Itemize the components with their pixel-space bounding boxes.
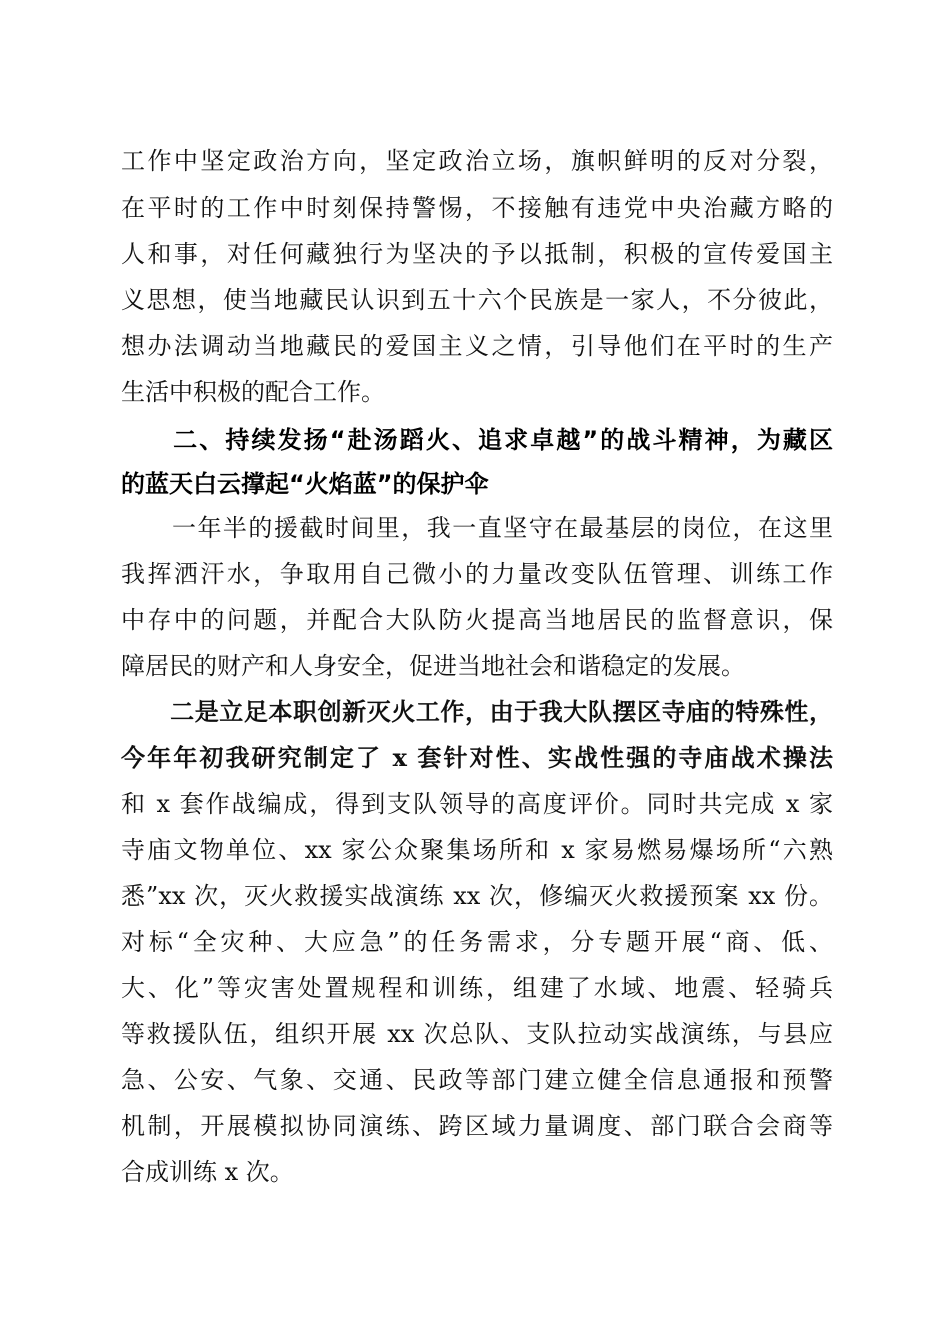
paragraph3-line: 机制，开展模拟协同演练、跨区域力量调度、部门联合会商等 (121, 1112, 833, 1140)
paragraph3-line: 对标“全灾种、大应急”的任务需求，分专题开展“商、低、 (121, 928, 833, 956)
paragraph3-line: 寺庙文物单位、xx 家公众聚集场所和 x 家易燃易爆场所“六熟 (121, 836, 833, 864)
paragraph3-bold-line: 今年年初我研究制定了 x 套针对性、实战性强的寺庙战术操法 (121, 743, 833, 772)
paragraph3-line: 等救援队伍，组织开展 xx 次总队、支队拉动实战演练，与县应 (121, 1020, 833, 1048)
paragraph1-line: 想办法调动当地藏民的爱国主义之情，引导他们在平时的生产 (121, 332, 833, 360)
paragraph3-line: 合成训练 x 次。 (121, 1158, 294, 1186)
paragraph1-line: 工作中坚定政治方向，坚定政治立场，旗帜鲜明的反对分裂， (121, 147, 833, 175)
paragraph3-line: 和 x 套作战编成，得到支队领导的高度评价。同时共完成 x 家 (121, 790, 833, 818)
paragraph2-line: 中存中的问题，并配合大队防火提高当地居民的监督意识，保 (121, 606, 833, 634)
paragraph1-line: 义思想，使当地藏民认识到五十六个民族是一家人，不分彼此， (121, 286, 833, 314)
section-heading-line: 二、持续发扬“赴汤蹈火、追求卓越”的战斗精神，为藏区 (121, 426, 833, 454)
paragraph3-line: 悉”xx 次，灭火救援实战演练 xx 次，修编灭火救援预案 xx 份。 (121, 882, 833, 910)
paragraph2-line: 我挥洒汗水，争取用自己微小的力量改变队伍管理、训练工作 (121, 560, 833, 588)
paragraph1-line: 生活中积极的配合工作。 (121, 378, 385, 406)
paragraph2-line: 一年半的援截时间里，我一直坚守在最基层的岗位，在这里 (121, 514, 833, 542)
section-heading-line: 的蓝天白云撑起“火焰蓝”的保护伞 (121, 470, 489, 498)
paragraph3-line: 大、化”等灾害处置规程和训练，组建了水域、地震、轻骑兵 (121, 974, 833, 1002)
paragraph3-bold-line: 二是立足本职创新灭火工作，由于我大队摆区寺庙的特殊性， (121, 697, 833, 726)
paragraph3-line: 急、公安、气象、交通、民政等部门建立健全信息通报和预警 (121, 1066, 833, 1094)
paragraph2-line: 障居民的财产和人身安全，促进当地社会和谐稳定的发展。 (121, 652, 745, 680)
paragraph1-line: 在平时的工作中时刻保持警惕，不接触有违党中央治藏方略的 (121, 194, 833, 222)
paragraph1-line: 人和事，对任何藏独行为坚决的予以抵制，积极的宣传爱国主 (121, 240, 833, 268)
